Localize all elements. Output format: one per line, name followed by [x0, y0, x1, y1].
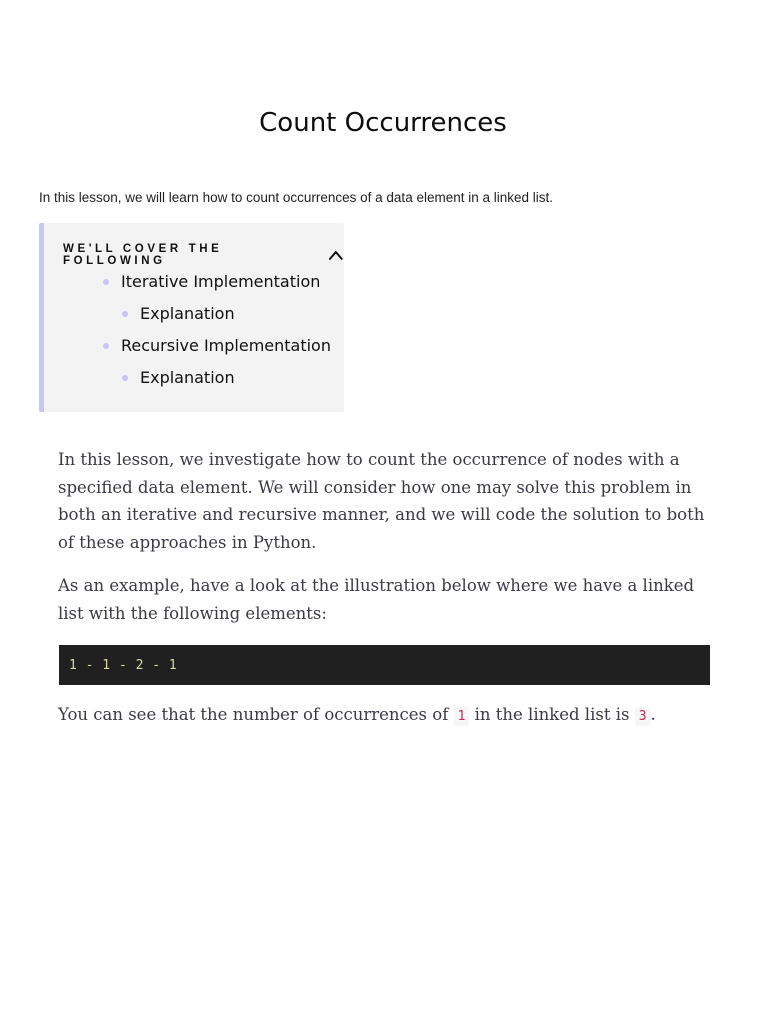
bullet-icon [122, 311, 128, 317]
chevron-up-icon [328, 249, 344, 261]
paragraph-example: As an example, have a look at the illustration below where we have a linked list with the following elements: [58, 576, 695, 623]
result-text-end: . [650, 705, 656, 724]
page-title: Count Occurrences [259, 108, 507, 138]
result-text-start: You can see that the number of occurrences of [58, 705, 454, 724]
paragraph-result [58, 701, 710, 731]
toc-item-iterative[interactable] [103, 272, 320, 291]
toc-item-iterative-explanation[interactable] [122, 304, 235, 323]
bullet-icon [103, 343, 109, 349]
inline-code-value: 1 [454, 707, 470, 726]
lesson-intro: In this lesson, we will learn how to count occurrences of a data element in a linked list. [39, 190, 554, 205]
toc-panel [39, 223, 344, 412]
result-text-middle: in the linked list is [469, 705, 635, 724]
toc-item-label: Iterative Implementation [121, 272, 321, 291]
toc-toggle[interactable] [63, 243, 344, 267]
toc-header: WE'LL COVER THE FOLLOWING [63, 243, 223, 267]
toc-item-recursive[interactable] [103, 336, 331, 355]
bullet-icon [122, 375, 128, 381]
toc-item-recursive-explanation[interactable] [122, 368, 235, 387]
bullet-icon [103, 279, 109, 285]
paragraph-overview: In this lesson, we investigate how to count the occurrence of nodes with a specified data element. We will consider how one may solve this problem in both an iterative and recursive manner, and we will code the solution to both of these approaches in Python. [58, 450, 705, 552]
toc-item-label: Explanation [140, 368, 235, 387]
toc-item-label: Recursive Implementation [121, 336, 331, 355]
toc-item-label: Explanation [140, 304, 235, 323]
inline-code-count: 3 [635, 707, 651, 726]
code-block [59, 645, 710, 685]
code-text: 1 - 1 - 2 - 1 [69, 657, 178, 673]
